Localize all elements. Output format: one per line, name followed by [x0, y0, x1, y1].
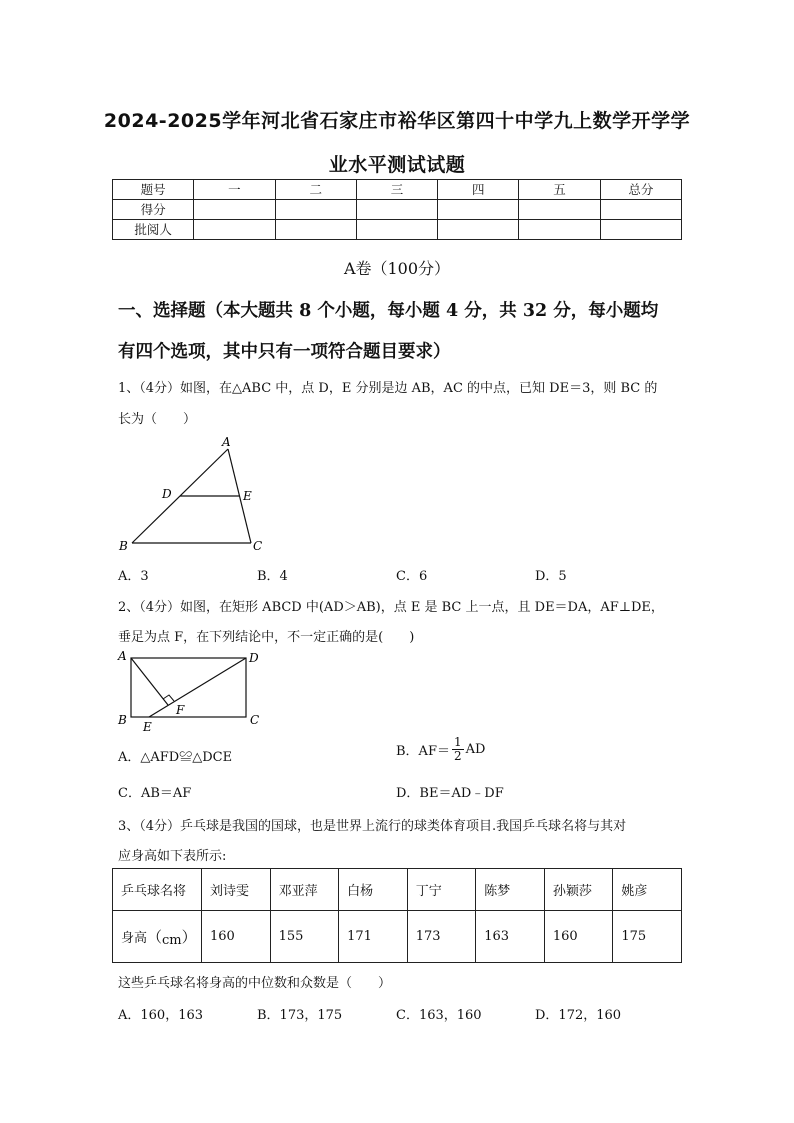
- score-header-cell: 一: [194, 180, 275, 200]
- player-name: 姚彦: [613, 869, 682, 911]
- q1-option-a[interactable]: A．3: [118, 569, 149, 584]
- q1-text-line2: 长为（ ）: [118, 412, 197, 427]
- label-b: B: [119, 539, 128, 553]
- part1-heading-line2: 有四个选项，其中只有一项符合题目要求）: [118, 342, 451, 362]
- player-name: 陈梦: [476, 869, 545, 911]
- q1-option-d[interactable]: D．5: [535, 569, 567, 584]
- fraction-numerator: 1: [453, 735, 462, 749]
- reviewer-cell: [600, 220, 681, 240]
- score-header-cell: 总分: [600, 180, 681, 200]
- q2-rectangle-figure: [112, 646, 272, 736]
- q2-option-b-prefix: B．AF＝: [396, 744, 450, 759]
- q2-text-line2: 垂足为点 F，在下列结论中，不一定正确的是( ): [118, 630, 415, 645]
- segment-af: [131, 658, 168, 705]
- reviewer-cell: [356, 220, 437, 240]
- score-cell: [438, 200, 519, 220]
- part1-heading-line1: 一、选择题（本大题共 8 个小题，每小题 4 分，共 32 分，每小题均: [118, 301, 659, 321]
- label-a: A: [118, 649, 127, 663]
- player-name: 孙颖莎: [544, 869, 613, 911]
- score-cell: [519, 200, 600, 220]
- label-e: E: [143, 720, 152, 734]
- label-c: C: [253, 539, 263, 553]
- height-unit: cm: [162, 933, 182, 948]
- score-cell: [194, 200, 275, 220]
- player-height: 171: [339, 911, 408, 963]
- q3-text-line2: 应身高如下表所示:: [118, 849, 227, 864]
- fraction-denominator: 2: [453, 749, 462, 763]
- score-cell: [600, 200, 681, 220]
- player-height: 160: [544, 911, 613, 963]
- q2-option-d[interactable]: D．BE＝AD﹣DF: [396, 786, 504, 801]
- score-header-cell: 四: [438, 180, 519, 200]
- q2-option-c[interactable]: C．AB＝AF: [118, 786, 192, 801]
- q3-option-b[interactable]: B．173，175: [257, 1008, 343, 1023]
- player-name: 邓亚萍: [270, 869, 339, 911]
- label-c: C: [250, 713, 260, 727]
- score-cell: [275, 200, 356, 220]
- q1-triangle-figure: [112, 432, 282, 557]
- player-name: 刘诗雯: [202, 869, 271, 911]
- height-row-label: 身高（cm）: [113, 911, 202, 963]
- players-row-label: 乒乓球名将: [113, 869, 202, 911]
- q2-option-b[interactable]: [396, 736, 485, 763]
- player-height: 160: [202, 911, 271, 963]
- q2-text-line1: 2、（4分）如图，在矩形 ABCD 中(AD＞AB)，点 E 是 BC 上一点，且 DE＝DA，AF⊥DE，: [118, 600, 664, 615]
- reviewer-cell: [438, 220, 519, 240]
- score-row: [113, 200, 682, 220]
- rectangle-abcd: [131, 658, 246, 717]
- score-header-cell: 五: [519, 180, 600, 200]
- reviewer-cell: [275, 220, 356, 240]
- label-a: A: [222, 435, 231, 449]
- players-name-row: [113, 869, 682, 911]
- q3-option-a[interactable]: A．160，163: [118, 1008, 204, 1023]
- label-e: E: [243, 489, 252, 503]
- player-height: 155: [270, 911, 339, 963]
- segment-de: [149, 658, 246, 717]
- players-height-table: [112, 868, 682, 963]
- reviewer-row-label: 批阅人: [113, 220, 194, 240]
- score-header-cell: 三: [356, 180, 437, 200]
- q2-option-b-suffix: AD: [465, 742, 486, 757]
- height-label-text: 身高: [121, 931, 148, 946]
- players-height-row: [113, 911, 682, 963]
- player-height: 175: [613, 911, 682, 963]
- label-b: B: [118, 713, 127, 727]
- q3-option-d[interactable]: D．172，160: [535, 1008, 622, 1023]
- label-d: D: [249, 651, 259, 665]
- exam-title-line2: 业水平测试试题: [328, 154, 466, 176]
- reviewer-cell: [519, 220, 600, 240]
- reviewer-row: [113, 220, 682, 240]
- reviewer-cell: [194, 220, 275, 240]
- exam-title-line1: 2024-2025学年河北省石家庄市裕华区第四十中学九上数学开学学: [103, 110, 691, 132]
- q1-option-c[interactable]: C．6: [396, 569, 428, 584]
- score-row-label: 得分: [113, 200, 194, 220]
- player-name: 白杨: [339, 869, 408, 911]
- score-header-cell: 题号: [113, 180, 194, 200]
- q3-option-c[interactable]: C．163，160: [396, 1008, 482, 1023]
- player-height: 173: [407, 911, 476, 963]
- player-height: 163: [476, 911, 545, 963]
- q1-text-line1: 1、（4分）如图，在△ABC 中，点 D，E 分别是边 AB，AC 的中点，已知 DE＝3，则 BC 的: [118, 381, 658, 396]
- score-table: [112, 179, 682, 240]
- q2-option-a[interactable]: A．△AFD≌△DCE: [118, 750, 233, 765]
- score-header-cell: 二: [275, 180, 356, 200]
- q3-text-line1: 3、（4分）乒乓球是我国的国球，也是世界上流行的球类体育项目.我国乒乓球名将与其对: [118, 819, 627, 834]
- score-cell: [356, 200, 437, 220]
- q1-option-b[interactable]: B．4: [257, 569, 288, 584]
- label-f: F: [176, 703, 185, 717]
- score-table-header-row: [113, 180, 682, 200]
- fraction-one-half: [452, 736, 464, 763]
- q3-question: 这些乒乓球名将身高的中位数和众数是（ ）: [118, 976, 392, 991]
- label-d: D: [162, 487, 172, 501]
- player-name: 丁宁: [407, 869, 476, 911]
- section-a-heading: A卷（100分）: [343, 259, 451, 278]
